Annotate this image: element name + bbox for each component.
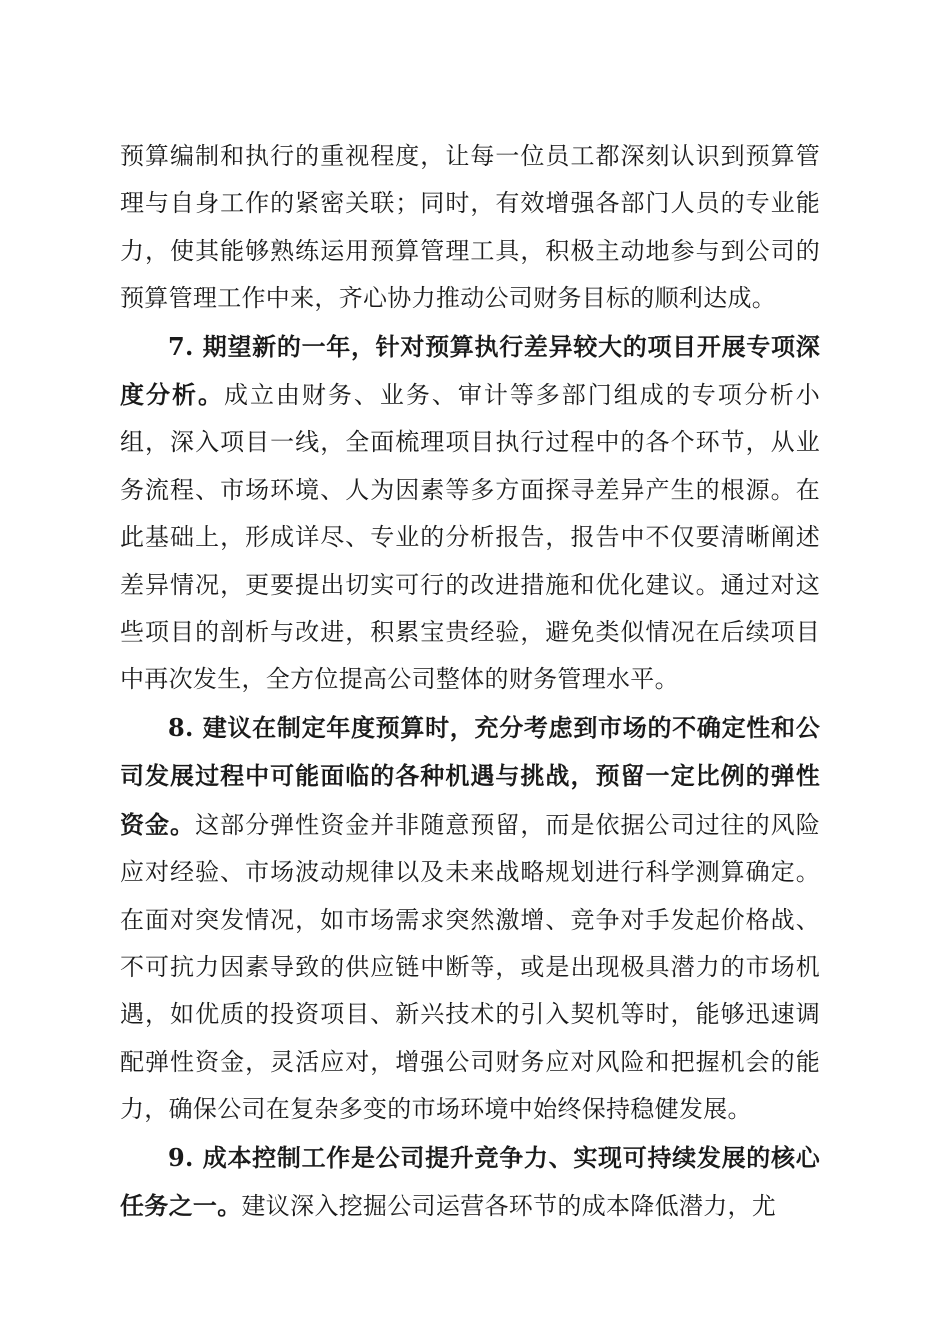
paragraph-number: 7. — [168, 331, 194, 361]
paragraph-item-8 — [120, 704, 820, 1134]
paragraph-body: 建议深入挖掘公司运营各环节的成本降低潜力，尤 — [241, 1191, 777, 1220]
paragraph-item-7 — [120, 323, 820, 704]
paragraph-item-9 — [120, 1134, 820, 1231]
paragraph-body: 成立由财务、业务、审计等多部门组成的专项分析小组，深入项目一线，全面梳理项目执行过程中的各个环节，从业务流程、市场环境、人为因素等多方面探寻差异产生的根源。在此基础上，形成详尽、专业的分析报告，报告中不仅要清晰阐述差异情况，更要提出切实可行的改进措施和优化建议。通过对这些项目的剖析与改进，积累宝贵经验，避免类似情况在后续项目中再次发生，全方位提高公司整体的财务管理水平。 — [120, 381, 820, 694]
paragraph-body: 这部分弹性资金并非随意预留，而是依据公司过往的风险应对经验、市场波动规律以及未来战略规划进行科学测算确定。在面对突发情况，如市场需求突然激增、竞争对手发起价格战、不可抗力因素导致的供应链中断等，或是出现极具潜力的市场机遇，如优质的投资项目、新兴技术的引入契机等时，能够迅速调配弹性资金，灵活应对，增强公司财务应对风险和把握机会的能力，确保公司在复杂多变的市场环境中始终保持稳健发展。 — [120, 810, 820, 1124]
paragraph-body: 预算编制和执行的重视程度，让每一位员工都深刻认识到预算管理与自身工作的紧密关联；同时，有效增强各部门人员的专业能力，使其能够熟练运用预算管理工具，积极主动地参与到公司的预算管理工作中来，齐心协力推动公司财务目标的顺利达成。 — [120, 142, 820, 313]
paragraph-number: 9. — [168, 1142, 194, 1172]
document-body — [120, 133, 820, 1230]
paragraph-number: 8. — [168, 712, 194, 742]
paragraph-lead-sentence: 期望新的一年，针对预算执行差异较大的项目开展专项深度分析。 — [120, 331, 821, 410]
paragraph-continued — [120, 133, 820, 323]
paragraph-lead-sentence: 建议在制定年度预算时，充分考虑到市场的不确定性和公司发展过程中可能面临的各种机遇与挑战，预留一定比例的弹性资金。 — [120, 712, 821, 839]
paragraph-lead-sentence: 成本控制工作是公司提升竞争力、实现可持续发展的核心任务之一。 — [120, 1142, 821, 1220]
